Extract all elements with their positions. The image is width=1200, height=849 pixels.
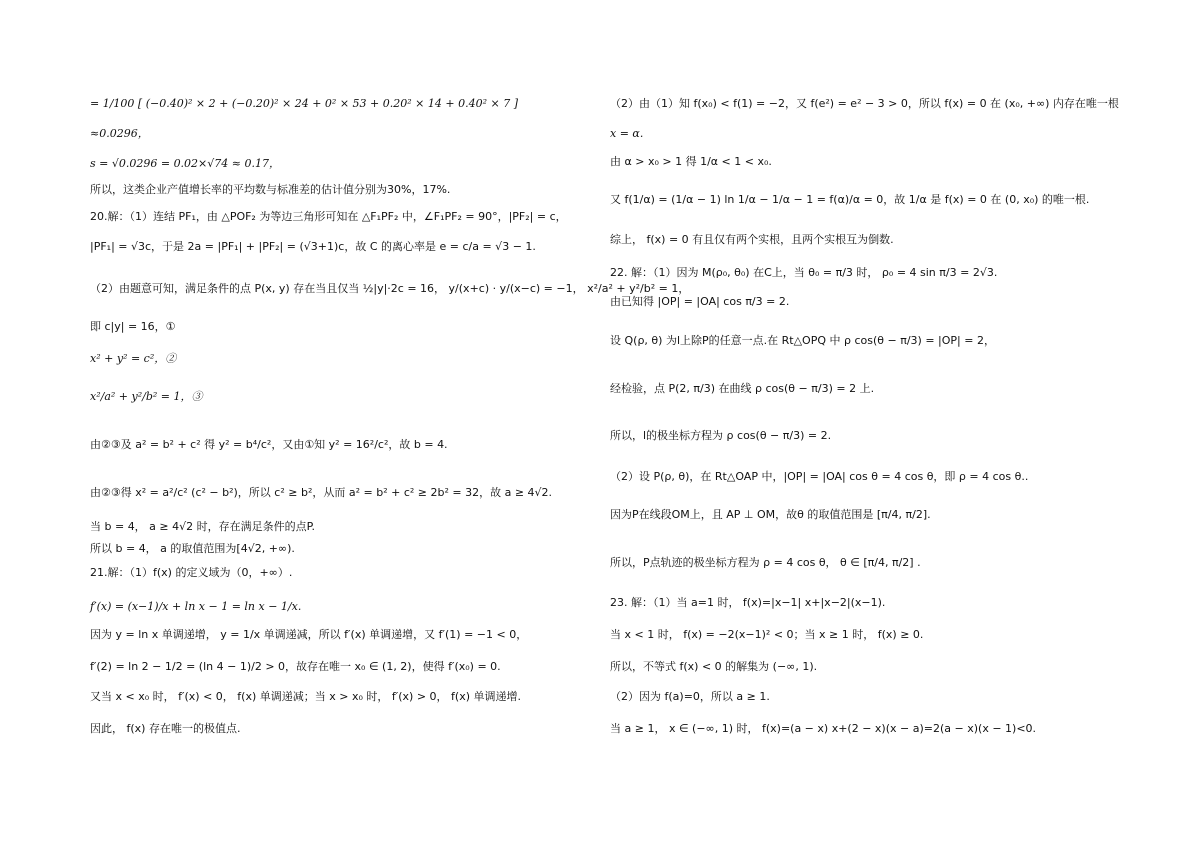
alpha-inequality: 由 α > x₀ > 1 得 1/α < 1 < x₀. (610, 155, 772, 168)
answer-20: 所以 b = 4， a 的取值范围为[4√2, +∞). (90, 542, 295, 555)
problem-23-part1: 23. 解：（1）当 a=1 时， f(x)=|x−1| x+|x−2|(x−1). (610, 596, 886, 609)
derive-b: 由②③及 a² = b² + c² 得 y² = b⁴/c²，又由①知 y² = 16²/c²，故 b = 4. (90, 438, 448, 451)
derivative-formula: f′(x) = (x−1)/x + ln x − 1 = ln x − 1/x. (90, 600, 302, 613)
problem-22-part2: （2）设 P(ρ, θ)，在 Rt△OAP 中，|OP| = |OA| cos θ = 4 cos θ，即 ρ = 4 cos θ.. (610, 470, 1029, 483)
problem-21-part2-a: （2）由（1）知 f(x₀) < f(1) = −2，又 f(e²) = e² − 3 > 0，所以 f(x) = 0 在 (x₀, +∞) 内存在唯一根 (610, 97, 1119, 110)
unique-root-x0: f′(2) = ln 2 − 1/2 = (ln 4 − 1)/2 > 0，故存在唯一 x₀ ∈ (1, 2)，使得 f′(x₀) = 0. (90, 660, 501, 673)
equation-3: x²/a² + y²/b² = 1，③ (90, 390, 203, 403)
case-a-geq-1: 当 a ≥ 1， x ∈ (−∞, 1) 时， f(x)=(a − x) x+(2 − x)(x − a)=2(a − x)(x − 1)<0. (610, 722, 1037, 735)
polar-equation-l: 所以，l的极坐标方程为 ρ cos(θ − π/3) = 2. (610, 429, 832, 442)
locus-equation: 所以，P点轨迹的极坐标方程为 ρ = 4 cos θ， θ ∈ [π/4, π/2] . (610, 556, 921, 569)
problem-20-part1-b: |PF₁| = √3c，于是 2a = |PF₁| + |PF₂| = (√3+1)c，故 C 的离心率是 e = c/a = √3 − 1. (90, 240, 536, 253)
theta-range: 因为P在线段OM上，且 AP ⊥ OM，故θ 的取值范围是 [π/4, π/2]. (610, 508, 931, 521)
problem-23-part2: （2）因为 f(a)=0，所以 a ≥ 1. (610, 690, 770, 703)
op-length: 由已知得 |OP| = |OA| cos π/3 = 2. (610, 295, 790, 308)
sign-analysis: 又当 x < x₀ 时， f′(x) < 0， f(x) 单调递减；当 x > x₀ 时， f′(x) > 0， f(x) 单调递增. (90, 690, 522, 703)
derive-a-range: 由②③得 x² = a²/c² (c² − b²)，所以 c² ≥ b²，从而 a² = b² + c² ≥ 2b² = 32，故 a ≥ 4√2. (90, 486, 553, 499)
solution-set: 所以，不等式 f(x) < 0 的解集为 (−∞, 1). (610, 660, 818, 673)
monotonic-argument: 因为 y = ln x 单调递增， y = 1/x 单调递减，所以 f′(x) 单调递增，又 f′(1) = −1 < 0， (90, 628, 528, 641)
root-alpha: x = α. (610, 127, 644, 140)
problem-20-part2-intro: （2）由题意可知，满足条件的点 P(x, y) 存在当且仅当 ½|y|·2c = 16， y/(x+c) · y/(x−c) = −1， x²/a² + y²/b² = 1， (90, 282, 690, 295)
reciprocal-root: 又 f(1/α) = (1/α − 1) ln 1/α − 1/α − 1 = f(α)/α = 0，故 1/α 是 f(x) = 0 在 (0, x₀) 的唯一根. (610, 193, 1090, 206)
check-point-p: 经检验，点 P(2, π/3) 在曲线 ρ cos(θ − π/3) = 2 上. (610, 382, 875, 395)
conclusion-21-part1: 因此， f(x) 存在唯一的极值点. (90, 722, 241, 735)
variance-value: ≈0.0296， (90, 127, 149, 140)
conclusion-21-part2: 综上， f(x) = 0 有且仅有两个实根，且两个实根互为倒数. (610, 233, 894, 246)
case-analysis: 当 x < 1 时， f(x) = −2(x−1)² < 0；当 x ≥ 1 时， f(x) ≥ 0. (610, 628, 924, 641)
std-dev-line: s = √0.0296 = 0.02×√74 ≈ 0.17， (90, 157, 280, 170)
problem-20-part1-a: 20.解：（1）连结 PF₁，由 △POF₂ 为等边三角形可知在 △F₁PF₂ 中，∠F₁PF₂ = 90°，|PF₂| = c， (90, 210, 567, 223)
point-q-setup: 设 Q(ρ, θ) 为l上除P的任意一点.在 Rt△OPQ 中 ρ cos(θ − π/3) = |OP| = 2， (610, 334, 995, 347)
conclusion-19: 所以，这类企业产值增长率的平均数与标准差的估计值分别为30%，17%. (90, 183, 451, 196)
equation-1: 即 c|y| = 16，① (90, 320, 176, 333)
existence-condition: 当 b = 4， a ≥ 4√2 时，存在满足条件的点P. (90, 520, 316, 533)
problem-22-part1: 22. 解：（1）因为 M(ρ₀, θ₀) 在C上，当 θ₀ = π/3 时， ρ₀ = 4 sin π/3 = 2√3. (610, 266, 998, 279)
variance-formula: = 1/100 [ (−0.40)² × 2 + (−0.20)² × 24 + 0² × 53 + 0.20² × 14 + 0.40² × 7 ] (90, 97, 518, 110)
problem-21-part1: 21.解：（1）f(x) 的定义域为（0，+∞）. (90, 566, 293, 579)
equation-2: x² + y² = c²，② (90, 352, 177, 365)
